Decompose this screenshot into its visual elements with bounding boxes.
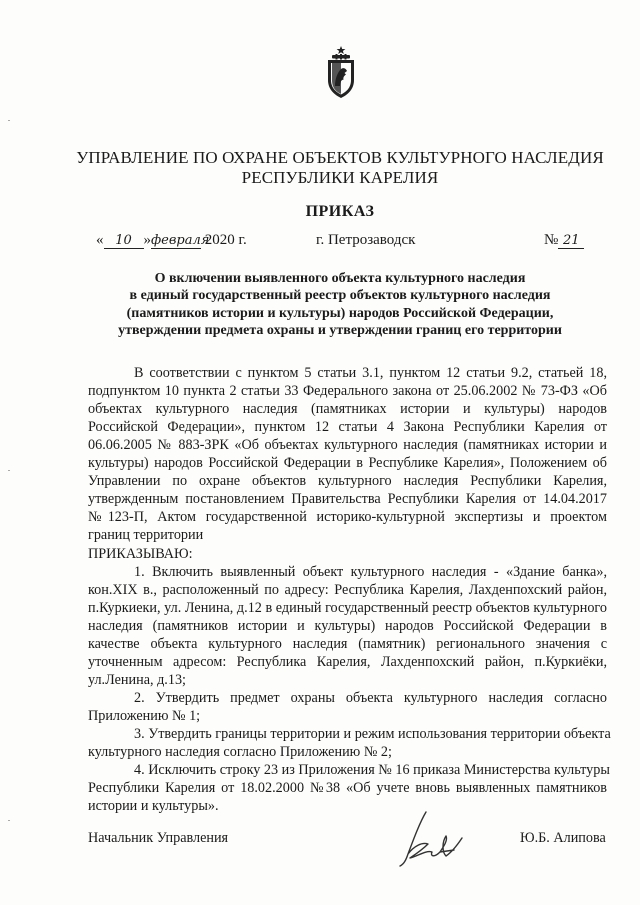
preamble-line: объектах культурного наследия (памятниках истории и культуры) народов (88, 401, 607, 417)
preamble-line: В соответствии с пунктом 5 статьи 3.1, пунктом 12 статьи 9.2, статьей 18, (134, 365, 607, 381)
item-2-line: 2. Утвердить предмет охраны объекта культурного наследия согласно (134, 690, 607, 706)
order-city: г. Петрозаводск (316, 232, 416, 248)
item-1-line: ул.Ленина, д.13; (88, 672, 186, 688)
handwritten-signature-icon (396, 808, 472, 870)
subject-line: (памятников истории и культуры) народов Российской Федерации, (126, 305, 554, 321)
date-quote-close: » (143, 232, 151, 248)
preamble-line: границ территории (88, 527, 204, 543)
order-number (544, 232, 584, 249)
item-1-line: кон.XIX в., расположенный по адресу: Республика Карелия, Лахденпохский район, (88, 582, 607, 598)
karelia-coat-of-arms-icon (326, 44, 356, 100)
item-2-line: Приложению № 1; (88, 708, 201, 724)
subject-line: в единый государственный реестр объектов культурного наследия (129, 288, 551, 304)
subject-line: утверждении предмета охраны и утверждении границ его территории (118, 323, 562, 339)
item-4-line: 4. Исключить строку 23 из Приложения № 16 приказа Министерства культуры (134, 762, 610, 778)
preamble-line: Управлении по охране объектов культурного наследия Республики Карелия, (88, 473, 607, 489)
item-4-line: Республики Карелия от 18.02.2000 №38 «Об учете вновь выявленных памятников (88, 780, 607, 796)
organization-name-line-2: РЕСПУБЛИКИ КАРЕЛИЯ (241, 168, 439, 187)
item-1-line: качестве объекта культурного наследия (памятник) регионального значения с (88, 636, 607, 652)
number-value: 21 (558, 233, 584, 249)
scan-mark (8, 470, 10, 471)
scan-mark (8, 120, 10, 121)
preamble-line: культуры) народов Российской Федерации в Республике Карелия», Положением об (88, 455, 607, 471)
item-1-line: 1. Включить выявленный объект культурного наследия - «Здание банка», (134, 564, 607, 580)
subject-line: О включении выявленного объекта культурного наследия (154, 271, 526, 286)
preamble-line: подпунктом 10 пункта 2 статьи 33 Федерального закона от 25.06.2002 № 73-ФЗ «Об (88, 383, 607, 399)
item-3-line: культурного наследия согласно Приложению № 2; (88, 744, 392, 760)
signatory-role: Начальник Управления (88, 830, 229, 846)
order-date (96, 232, 247, 249)
preamble-line: утвержденным постановлением Правительства Республики Карелия от 14.04.2017 (88, 491, 607, 507)
organization-name-line-1: УПРАВЛЕНИЕ ПО ОХРАНЕ ОБЪЕКТОВ КУЛЬТУРНОГО НАСЛЕДИЯ (76, 148, 604, 167)
preamble-line: №123-П, Актом государственной историко-культурной экспертизы и проектом (88, 509, 607, 525)
item-3-line: 3. Утвердить границы территории и режим использования территории объекта (134, 726, 611, 742)
item-4-line: истории и культуры». (88, 798, 219, 814)
date-year: 2020 г. (204, 232, 247, 248)
preamble-line: 06.06.2005 № 883-ЗРК «Об объектах культурного наследия (памятниках истории и (88, 437, 607, 453)
order-word: ПРИКАЗЫВАЮ: (88, 546, 193, 562)
item-1-line: уточненным адресом: Республика Карелия, Лахденпохский район, п.Куркиёки, (88, 654, 607, 670)
preamble-line: Российской Федерации», пунктом 12 статьи 4 Закона Республики Карелия от (88, 419, 607, 435)
signatory-name: Ю.Б. Алипова (520, 830, 606, 846)
date-quote-open: « (96, 232, 104, 248)
number-prefix: № (544, 232, 559, 248)
scan-mark (8, 820, 10, 821)
item-1-line: наследия (памятников истории и культуры) народов Российской Федерации в (88, 618, 607, 634)
date-day: 10 (104, 233, 144, 249)
order-subject (100, 270, 580, 340)
document-type: ПРИКАЗ (305, 203, 375, 220)
item-1-line: п.Куркиеки, ул. Ленина, д.12 в единый государственный реестр объектов культурного (88, 600, 607, 616)
date-month: февраля (151, 233, 210, 248)
